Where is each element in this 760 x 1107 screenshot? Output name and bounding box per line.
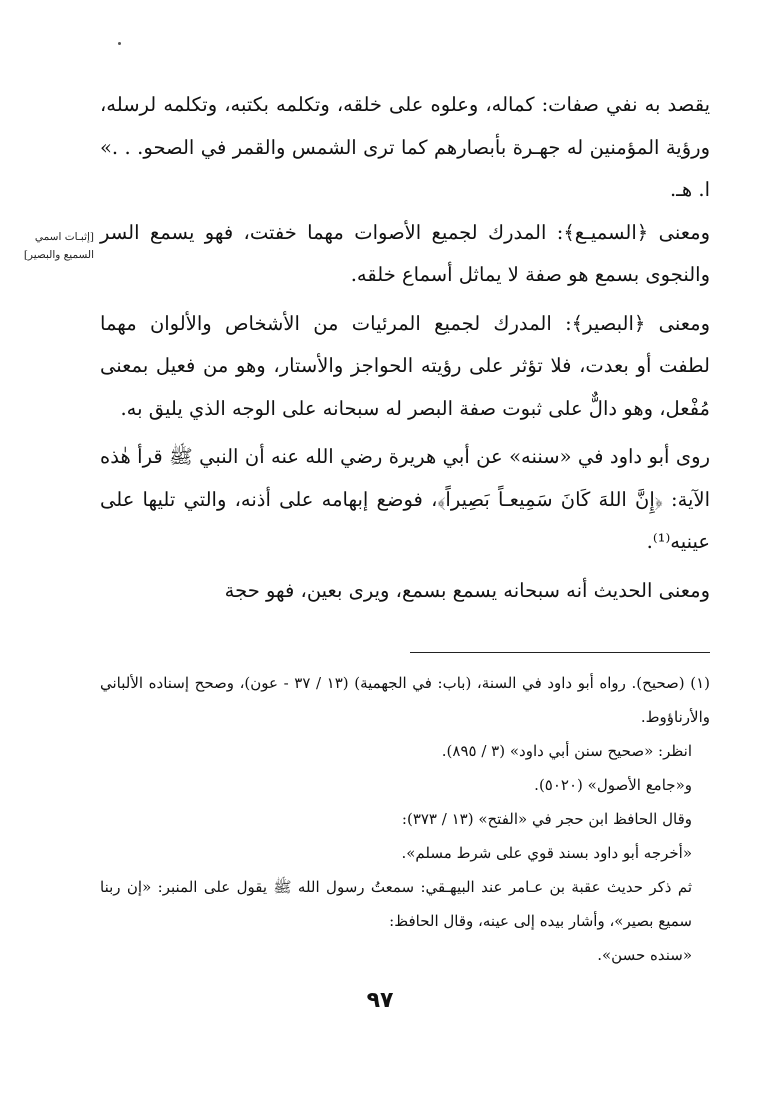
footnote-line: و«جامع الأصول» (٥٠٢٠). [534,776,692,794]
footnote-line: «أخرجه أبو داود بسند قوي على شرط مسلم». [401,844,692,862]
footnote-line: وقال الحافظ ابن حجر في «الفتح» (١٣ / ٣٧٣): [401,810,692,828]
main-paragraph: ومعنى ﴿البصير﴾: المدرك لجميع المرئيات من الأشخاص والألوان مهما لطفت أو بعدت، فلا تؤثر على رؤيته الحواجز والأستار، وهو من فعيل بمعنى مُفْعل، وهو دالٌّ على ثبوت صفة البصر له سبحانه على الوجه الذي يليق به. [100,311,710,420]
footnote-separator [410,652,710,653]
footnote-line: انظر: «صحيح سنن أبي داود» (٣ / ٨٩٥). [441,742,692,760]
footnote-line: «سنده حسن». [597,946,692,964]
main-text [100,84,710,612]
main-paragraph: ومعنى ﴿السميـع﴾: المدرك لجميع الأصوات مهما خفتت، فهو يسمع السر والنجوى بسمع هو صفة لا يماثل أسماع خلقه. [100,220,710,286]
main-paragraph: روى أبو داود في «سننه» عن أبي هريرة رضي الله عنه أن النبي ﷺ قرأ هٰذه الآية: ﴿إِنَّ اللهَ كَانَ سَمِيعـاً بَصِيراً﴾، فوضع إبهامه على أذنه، والتي تليها على عينيه⁽¹⁾. [100,445,710,553]
main-paragraph: يقصد به نفي صفات: كماله، وعلوه على خلقه، وتكلمه بكتبه، وتكلمه لرسله، ورؤية المؤمنين له جهـرة بأبصارهم كما ترى الشمس والقمر في الصحو. . .» ا. هـ. [100,93,710,201]
footnotes [100,666,710,972]
margin-note: [إثبـات اسمي السميع والبصير] [23,231,94,261]
page-number: ٩٧ [366,988,394,1013]
footnote-line: (١) (صحيح). رواه أبو داود في السنة، (باب: في الجهمية) (١٣ / ٣٧ - عون)، وصحح إسناده الألباني والأرناؤوط. [100,674,710,726]
footnote-line: ثم ذكر حديث عقبة بن عـامر عند البيهـقي: سمعتُ رسول الله ﷺ يقول على المنبر: «إن ربنا سميع بصير»، وأشار بيده إلى عينه، وقال الحافظ: [100,878,692,930]
scan-speck [118,42,121,45]
main-paragraph: ومعنى الحديث أنه سبحانه يسمع بسمع، ويرى بعين، فهو حجة [224,578,710,602]
